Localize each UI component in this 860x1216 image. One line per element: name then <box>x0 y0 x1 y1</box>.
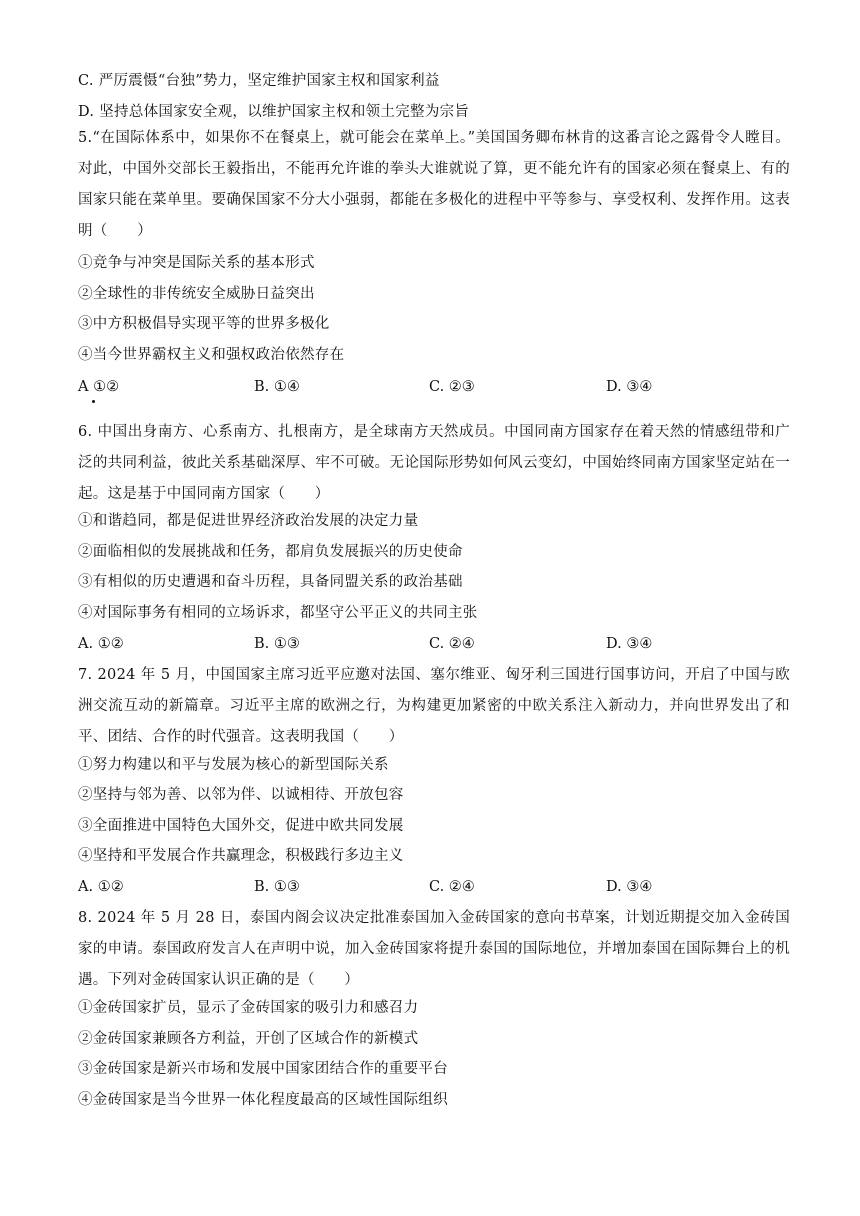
prev-option-d: D. 坚持总体国家安全观，以维护国家主权和领土完整为宗旨 <box>78 104 470 120</box>
option-a: A. ①② <box>78 636 124 652</box>
question-6-stem: 6. 中国出身南方、心系南方、扎根南方，是全球南方天然成员。中国同南方国家存在着天然的情感纽带和广泛的共同利益，彼此关系基础深厚、牢不可破。无论国际形势如何风云变幻，中国始终同南方国家坚定站在一起。这是基于中国同南方国家（ ） <box>78 424 790 502</box>
option-b: B. ①③ <box>254 636 300 652</box>
question-7-item-2: ②坚持与邻为善、以邻为伴、以诚相待、开放包容 <box>78 787 404 803</box>
question-7-item-4: ④坚持和平发展合作共赢理念，积极践行多边主义 <box>78 848 404 864</box>
question-6-options <box>78 634 790 654</box>
question-8-item-4: ④金砖国家是当今世界一体化程度最高的区域性国际组织 <box>78 1092 448 1108</box>
question-6-item-2: ②面临相似的发展挑战和任务，都肩负发展振兴的历史使命 <box>78 544 463 560</box>
option-c: C. ②④ <box>429 636 475 652</box>
option-a: A. ①② <box>78 879 124 895</box>
question-6-item-3: ③有相似的历史遭遇和奋斗历程，具备同盟关系的政治基础 <box>78 574 463 590</box>
option-b: B. ①④ <box>254 379 300 395</box>
question-7-stem: 7. 2024 年 5 月，中国国家主席习近平应邀对法国、塞尔维亚、匈牙利三国进行国事访问，开启了中国与欧洲交流互动的新篇章。习近平主席的欧洲之行，为构建更加紧密的中欧关系注入新动力，并向世界发出了和平、团结、合作的时代强音。这表明我国（ ） <box>78 667 790 745</box>
question-6-item-4: ④对国际事务有相同的立场诉求，都坚守公平正义的共同主张 <box>78 605 478 621</box>
emphasis-dot <box>92 400 95 403</box>
question-7-item-3: ③全面推进中国特色大国外交，促进中欧共同发展 <box>78 818 404 834</box>
question-5-stem: 5.“在国际体系中，如果你不在餐桌上，就可能会在菜单上。”美国国务卿布林肯的这番言论之露骨令人瞠目。对此，中国外交部长王毅指出，不能再允许谁的拳头大谁就说了算，更不能允许有的国家必须在餐桌上、有的国家只能在菜单里。要确保国家不分大小强弱，都能在多极化的进程中平等参与、享受权利、发挥作用。这表明（ ） <box>78 130 790 239</box>
option-d: D. ③④ <box>606 879 653 895</box>
question-8-item-2: ②金砖国家兼顾各方利益，开创了区域合作的新模式 <box>78 1031 419 1047</box>
question-5-item-3: ③中方积极倡导实现平等的世界多极化 <box>78 316 330 332</box>
question-8-item-1: ①金砖国家扩员，显示了金砖国家的吸引力和感召力 <box>78 1000 419 1016</box>
option-c: C. ②③ <box>429 379 475 395</box>
question-5-item-1: ①竞争与冲突是国际关系的基本形式 <box>78 255 315 271</box>
question-5-item-4: ④当今世界霸权主义和强权政治依然存在 <box>78 347 345 363</box>
option-c: C. ②④ <box>429 879 475 895</box>
question-5-item-2: ②全球性的非传统安全威胁日益突出 <box>78 286 315 302</box>
prev-option-c: C. 严厉震慑“台独”势力，坚定维护国家主权和国家利益 <box>78 73 440 89</box>
question-6-item-1: ①和谐趋同，都是促进世界经济政治发展的决定力量 <box>78 513 419 529</box>
question-7-options <box>78 877 790 897</box>
option-b: B. ①③ <box>254 879 300 895</box>
question-8-stem: 8. 2024 年 5 月 28 日，泰国内阁会议决定批准泰国加入金砖国家的意向书草案，计划近期提交加入金砖国家的申请。泰国政府发言人在声明中说，加入金砖国家将提升泰国的国际地位，并增加泰国在国际舞台上的机遇。下列对金砖国家认识正确的是（ ） <box>78 910 790 988</box>
question-7-item-1: ①努力构建以和平与发展为核心的新型国际关系 <box>78 757 389 773</box>
option-d: D. ③④ <box>606 379 653 395</box>
question-5-options <box>78 377 790 397</box>
option-a: A ①② <box>78 379 120 395</box>
option-d: D. ③④ <box>606 636 653 652</box>
question-8-item-3: ③金砖国家是新兴市场和发展中国家团结合作的重要平台 <box>78 1061 448 1077</box>
